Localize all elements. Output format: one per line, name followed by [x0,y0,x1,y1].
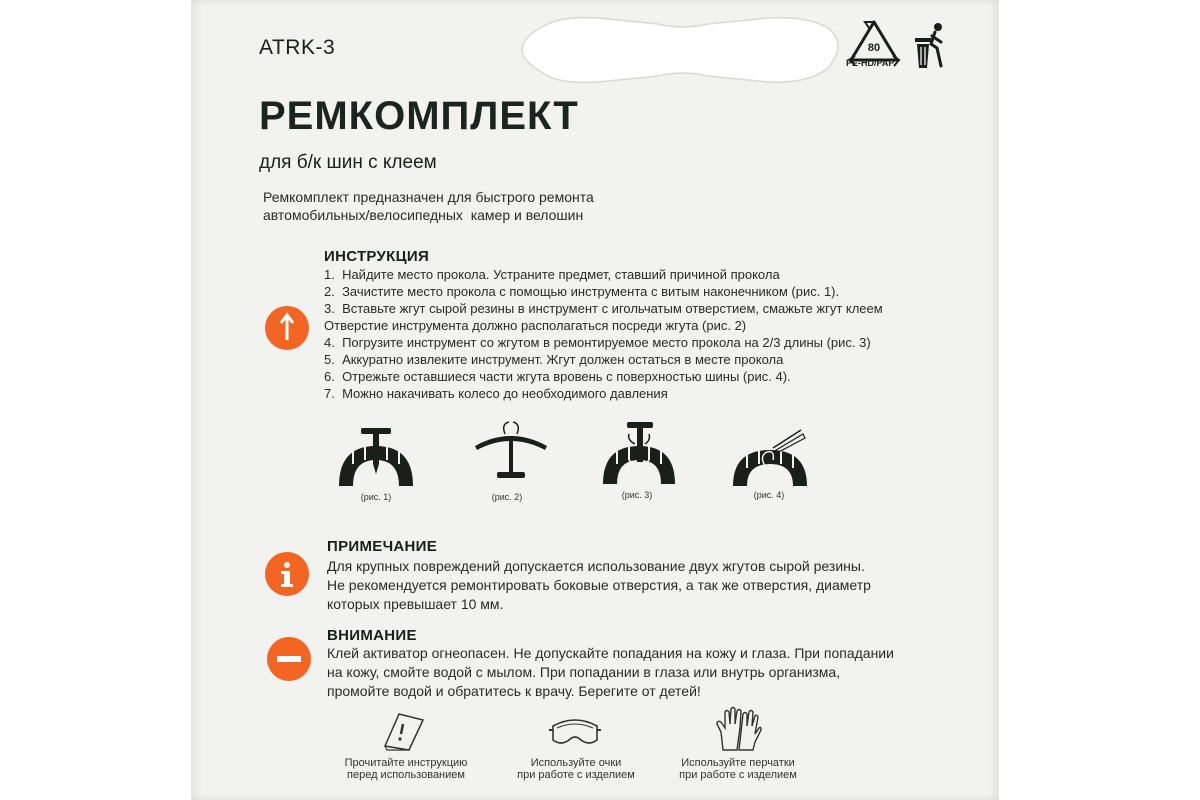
caption-line: при работе с изделием [679,769,797,781]
step-line: 4. Погрузите инструмент со жгутом в ремонтируемое место прокола на 2/3 длины (рис. 3) [324,335,871,350]
warning-text [327,644,894,701]
info-icon [265,552,309,596]
step-line: 5. Аккуратно извлеките инструмент. Жгут должен остаться в месте прокола [324,352,784,367]
warning-line: Клей активатор огнеопасен. Не допускайте попадания на кожу и глаза. При попадании [327,645,894,661]
description-line: Ремкомплект предназначен для быстрого ремонта [263,189,594,205]
arrow-up-icon [265,306,309,350]
package-card [191,0,999,800]
hang-hole [508,14,858,88]
caption-line: перед использованием [347,769,465,781]
caption-line: Прочитайте инструкцию [344,757,468,769]
product-description [263,188,594,224]
figure-1-caption: (рис. 1) [360,492,392,502]
step-line: Отверстие инструмента должно располагаться посреди жгута (рис. 2) [324,318,747,333]
caption-line: Используйте перчатки [681,757,795,769]
step-line: 7. Можно накачивать колесо до необходимого давления [324,386,668,401]
warning-line: промойте водой и обратитесь к врачу. Берегите от детей! [327,683,701,699]
recycling-number: 80 [867,42,881,54]
step-line: 3. Вставьте жгут сырой резины в инструмент с игольчатым отверстием, смажьте жгут клеем [324,301,883,316]
step-line: 1. Найдите место прокола. Устраните предмет, ставший причиной прокола [324,267,780,282]
trash-bin-icon [913,22,949,70]
instruction-steps [324,266,883,402]
recycling-label: PE-HD/PAP [846,58,895,68]
warning-line: на кожу, смойте водой с мылом. При попадании в глаза или внутрь организма, [327,664,841,680]
note-text [327,557,871,614]
description-line: автомобильных/велосипедных камер и велошин [263,207,584,223]
read-manual-icon [381,710,427,752]
product-code: ATRK-3 [259,36,336,59]
figure-3-illustration [599,418,679,488]
caption-line: Используйте очки [530,757,622,769]
pictogram-2-caption [501,757,651,781]
figure-4-illustration [729,426,811,490]
note-line: которых превышает 10 мм. [327,596,504,612]
pictogram-3-caption [663,757,813,781]
goggles-icon [547,712,603,752]
page-subtitle: для б/к шин с клеем [259,152,437,173]
note-line: Для крупных повреждений допускается использование двух жгутов сырой резины. [327,558,865,574]
note-line: Не рекомендуется ремонтировать боковые отверстия, а так же отверстия, диаметр [327,577,871,593]
figure-3-caption: (рис. 3) [621,490,653,500]
figure-1-illustration [333,424,419,490]
no-entry-icon [267,637,311,681]
warning-title: ВНИМАНИЕ [327,627,417,644]
instructions-title: ИНСТРУКЦИЯ [324,248,430,265]
figure-4-caption: (рис. 4) [753,490,785,500]
pictogram-1-caption [331,757,481,781]
figure-2-illustration [471,420,551,486]
figure-2-caption: (рис. 2) [491,492,523,502]
note-title: ПРИМЕЧАНИЕ [327,538,438,555]
page-title: РЕМКОМПЛЕКТ [259,94,579,138]
caption-line: при работе с изделием [517,769,635,781]
gloves-icon [713,706,763,754]
step-line: 6. Отрежьте оставшиеся части жгута вровень с поверхностью шины (рис. 4). [324,369,791,384]
step-line: 2. Зачистите место прокола с помощью инструмента с витым наконечником (рис. 1). [324,284,840,299]
